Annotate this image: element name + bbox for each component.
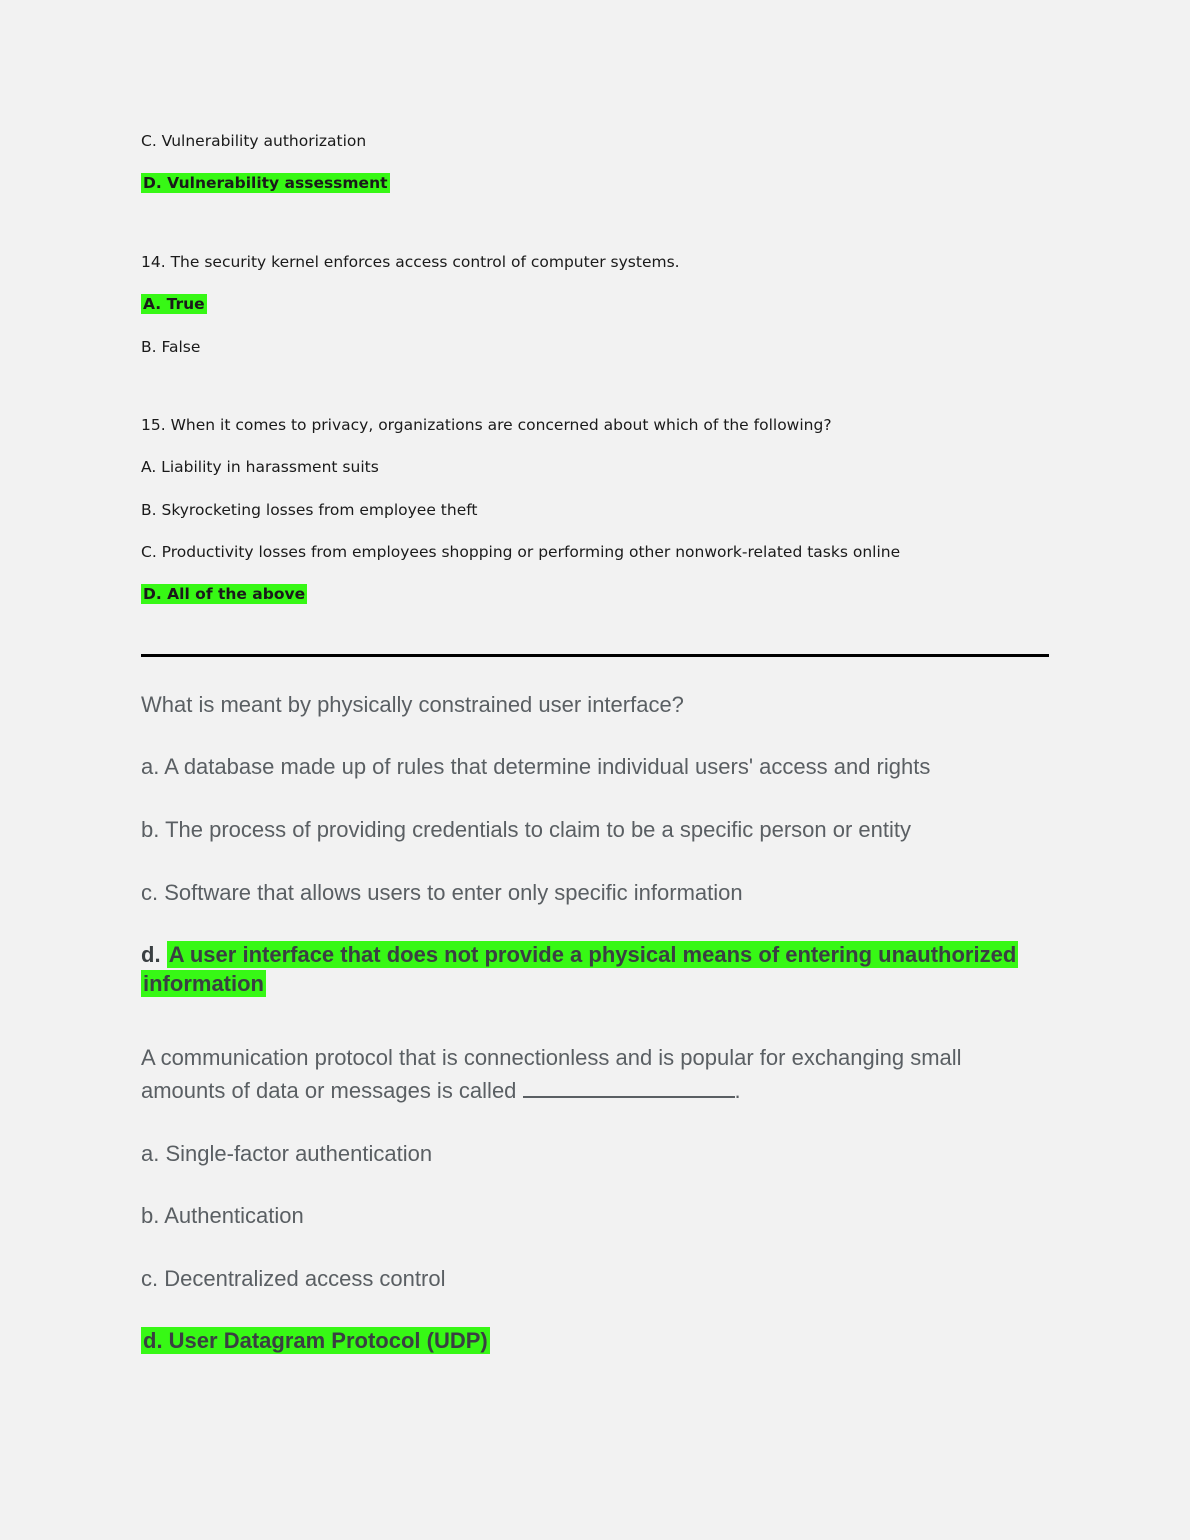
section-one xyxy=(141,132,1051,605)
question-14-prompt xyxy=(141,253,1051,272)
option-text-highlighted: d. User Datagram Protocol (UDP) xyxy=(143,1328,488,1354)
option-text: B. False xyxy=(141,337,201,356)
question-udp-option-c xyxy=(141,1265,1051,1294)
option-text: c. Decentralized access control xyxy=(141,1265,446,1291)
option-text: c. Software that allows users to enter only specific information xyxy=(141,879,743,905)
question-text: 15. When it comes to privacy, organizations are concerned about which of the following? xyxy=(141,415,832,434)
question-udp-option-d xyxy=(141,1327,1051,1356)
option-text: a. A database made up of rules that determine individual users' access and rights xyxy=(141,754,931,780)
option-text: a. Single-factor authentication xyxy=(141,1140,433,1166)
question-15-option-b xyxy=(141,501,1051,520)
question-15-option-c xyxy=(141,543,1051,562)
option-text-highlighted: D. All of the above xyxy=(143,585,306,604)
question-14-option-a xyxy=(141,295,1051,314)
question-physically-constrained-option-c xyxy=(141,879,1051,908)
option-text: C. Productivity losses from employees shopping or performing other nonwork-related tasks online xyxy=(141,543,901,561)
option-text-highlighted: D. Vulnerability assessment xyxy=(143,174,388,193)
question-text: What is meant by physically constrained user interface? xyxy=(141,691,684,717)
spacer xyxy=(141,380,1051,416)
option-text: C. Vulnerability authorization xyxy=(141,132,367,150)
option-text-highlighted: A user interface that does not provide a physical means of entering unauthorized information xyxy=(143,942,1017,996)
fill-in-blank xyxy=(523,1073,735,1098)
option-text: b. Authentication xyxy=(141,1203,304,1229)
question-15-option-d xyxy=(141,585,1051,604)
option-c-vulnerability-authorization xyxy=(141,132,1051,151)
option-d-vulnerability-assessment xyxy=(141,174,1051,193)
question-physically-constrained-prompt xyxy=(141,691,1051,720)
option-text: B. Skyrocketing losses from employee theft xyxy=(141,500,478,519)
question-udp-option-a xyxy=(141,1140,1051,1169)
question-text: A communication protocol that is connectionless and is popular for exchanging small amounts of data or messages is called xyxy=(141,1045,962,1103)
question-udp-prompt xyxy=(141,1044,1051,1105)
option-text: A. Liability in harassment suits xyxy=(141,458,379,477)
section-two xyxy=(141,691,1051,1356)
question-physically-constrained-option-b xyxy=(141,816,1051,845)
question-udp-option-b xyxy=(141,1202,1051,1231)
question-text-end: . xyxy=(734,1078,741,1103)
option-label: d. xyxy=(141,942,161,968)
question-15-prompt xyxy=(141,416,1051,435)
spacer xyxy=(141,217,1051,253)
document-content xyxy=(141,132,1051,1390)
question-physically-constrained-option-a xyxy=(141,753,1051,782)
spacer xyxy=(141,628,1051,654)
option-text: b. The process of providing credentials to claim to be a specific person or entity xyxy=(141,816,911,842)
question-14-option-b xyxy=(141,338,1051,357)
question-physically-constrained-option-d xyxy=(141,941,1051,998)
question-text: 14. The security kernel enforces access control of computer systems. xyxy=(141,252,680,271)
spacer xyxy=(141,657,1051,691)
question-15-option-a xyxy=(141,458,1051,477)
option-text-highlighted: A. True xyxy=(143,295,205,314)
